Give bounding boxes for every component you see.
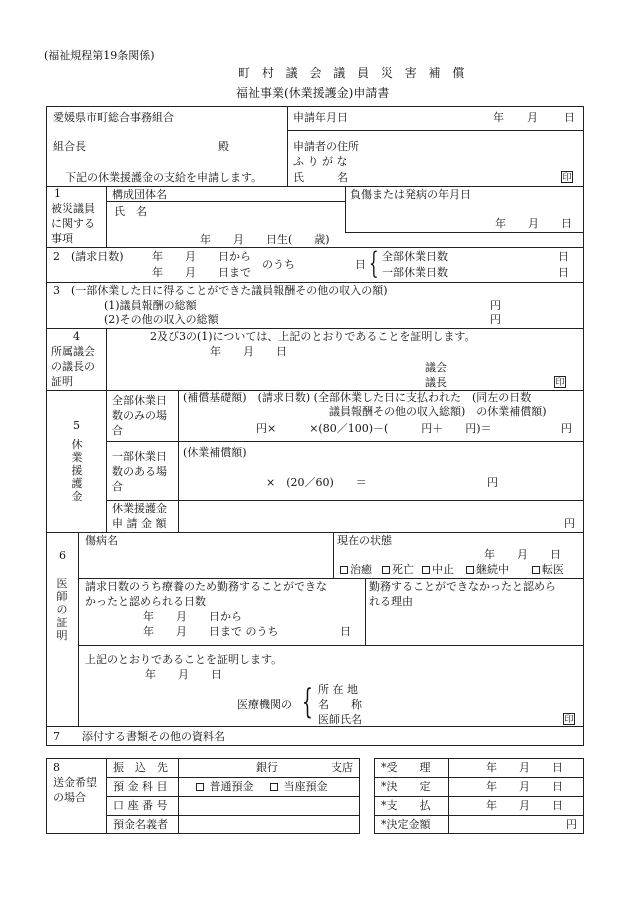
account-holder-label: 預金名義者 [113, 818, 168, 831]
reason-text-2: れる理由 [369, 595, 413, 608]
office-receipt-label: *受 理 [381, 761, 431, 774]
row3-yen: 円 [564, 517, 575, 530]
sec1-label-2: に関する [51, 217, 95, 230]
compensation-total: (1)議員報酬の総額 [104, 299, 197, 312]
chair-label: 議長 [425, 376, 447, 389]
branch-label: 支店 [331, 761, 353, 774]
days-text-2: かったと認められる日数 [85, 595, 206, 608]
sec4-label-2: の議長の [51, 360, 95, 373]
applicant-seal: 印 [562, 173, 572, 183]
date-day[interactable]: 日 [564, 111, 575, 124]
office-decision-date[interactable]: 年 月 日 [486, 780, 563, 793]
status-option-transfer[interactable] [532, 564, 564, 576]
checkbox-icon[interactable] [466, 566, 474, 574]
regulation-note: (福祉規程第19条関係) [44, 49, 155, 62]
injury-date-label: 負傷または発病の年月日 [350, 188, 471, 201]
union-head: 組合長 [53, 140, 86, 153]
sec5-no: 5 [73, 419, 80, 432]
sec3-yen-1: 円 [490, 299, 501, 312]
sec1-label-1: 被災議員 [51, 202, 95, 215]
sec4-no: 4 [73, 330, 80, 343]
applicant-name-label: 氏 名 [293, 171, 348, 184]
row1-header-2: 議員報酬その他の収入総額) の休業補償額) [329, 405, 547, 418]
request-text: 下記の休業援護金の支給を申請します。 [65, 171, 263, 184]
row2-label-1: 一部休業日 [112, 450, 167, 463]
claim-uchi: のうち [262, 258, 295, 271]
org-name-label: 構成団体名 [112, 188, 167, 201]
row1-label-3: 合 [112, 424, 123, 437]
sec1-no: 1 [54, 187, 61, 200]
sec3-yen-2: 円 [490, 313, 501, 326]
status-option-text: 継続中 [476, 563, 509, 576]
union-name: 愛媛県市町総合事務組合 [53, 111, 174, 124]
status-label: 現在の状態 [337, 534, 392, 547]
status-option-cured[interactable] [340, 564, 372, 576]
form-title: 町 村 議 会 議 員 災 害 補 償 [238, 66, 469, 80]
status-option-text: 死亡 [392, 563, 414, 576]
disease-label: 傷病名 [85, 534, 118, 547]
date-year[interactable]: 年 [493, 111, 504, 124]
current-deposit-text: 当座預金 [283, 780, 328, 793]
chair-cert-text: 2及び3の(1)については、上記のとおりであることを証明します。 [150, 330, 476, 343]
other-income-total: (2)その他の収入の総額 [104, 313, 219, 326]
bank-label: 銀行 [256, 761, 278, 774]
sec2-label: 2 (請求日数) [53, 250, 124, 263]
doctor-cert-text: 上記のとおりであることを証明します。 [85, 653, 283, 666]
member-name-label: 氏 名 [114, 205, 147, 218]
sec6-brace: { [302, 682, 313, 722]
doctor-seal: 印 [564, 715, 574, 725]
sec8-no: 8 [53, 761, 60, 774]
checkbox-icon[interactable] [340, 566, 348, 574]
status-option-continuing[interactable] [466, 564, 509, 576]
row3-label-2: 申 請 金 額 [112, 517, 167, 530]
sec3-label: 3 (一部休業した日に得ることができた議員報酬その他の収入の額) [53, 284, 388, 297]
sec7-label: 7 添付する書類その他の資料名 [53, 730, 225, 743]
row2-formula: × (20／60) ＝ [266, 476, 367, 489]
row3-label-1: 休業援護金 [112, 502, 167, 515]
current-deposit-option[interactable] [270, 781, 328, 793]
status-option-text: 転医 [542, 563, 564, 576]
injury-date[interactable]: 年 月 日 [495, 217, 572, 230]
doctor-cert-date[interactable]: 年 月 日 [145, 668, 222, 681]
treat-days-unit: 日 [340, 625, 351, 638]
full-days-label: 全部休業日数 [382, 250, 448, 263]
row2-label-3: 合 [112, 480, 123, 493]
office-receipt-date[interactable]: 年 月 日 [486, 761, 563, 774]
status-option-stopped[interactable] [422, 564, 454, 576]
row1-header-1: (補償基礎額) (請求日数) (全部休業した日に支払われた (同左の日数 [183, 391, 532, 404]
sec6-no: 6 [59, 549, 66, 562]
checkbox-icon[interactable] [532, 566, 540, 574]
sec4-label-3: 証明 [51, 375, 73, 388]
row1-yen: 円 [561, 422, 572, 435]
status-option-died[interactable] [382, 564, 414, 576]
council-label: 議会 [425, 361, 447, 374]
application-date-label: 申請年月日 [293, 111, 348, 124]
sec2-brace: { [369, 246, 379, 281]
form-subtitle: 福祉事業(休業援護金)申請書 [236, 86, 390, 100]
sec4-label-1: 所属議会 [51, 345, 95, 358]
institution-label: 医療機関の [237, 698, 292, 711]
furigana-label: ふ り が な [293, 155, 348, 168]
sec1-label-3: 事項 [51, 232, 73, 245]
office-decision-label: *決 定 [381, 780, 431, 793]
date-month[interactable]: 月 [527, 111, 538, 124]
sec6-vertical-label: 医師の証明 [56, 577, 68, 642]
row2-yen: 円 [487, 476, 498, 489]
inst-name-label: 名 称 [318, 698, 362, 711]
checkbox-icon[interactable] [422, 566, 430, 574]
row1-label-1: 全部休業日 [112, 394, 167, 407]
row2-header: (休業補償額) [183, 446, 247, 459]
treat-from[interactable]: 年 月 日から [143, 610, 242, 623]
transfer-dest-label: 振 込 先 [113, 761, 168, 774]
office-amount-yen: 円 [566, 818, 577, 831]
treat-to[interactable]: 年 月 日まで のうち [143, 625, 279, 638]
claim-to[interactable]: 年 月 日まで [152, 266, 251, 279]
chair-seal: 印 [555, 378, 565, 388]
full-days-unit: 日 [558, 250, 569, 263]
office-payment-date[interactable]: 年 月 日 [486, 799, 563, 812]
ordinary-deposit-option[interactable] [196, 781, 254, 793]
claim-from[interactable]: 年 月 日から [152, 250, 251, 263]
row1-label-2: 数のみの場 [112, 409, 167, 422]
reason-text-1: 勤務することができなかったと認めら [369, 580, 556, 593]
dono: 殿 [218, 140, 229, 153]
row1-formula: 円× ×(80／100)－( 円＋ 円)＝ [256, 422, 492, 435]
chair-cert-date[interactable]: 年 月 日 [210, 345, 287, 358]
checkbox-icon[interactable] [270, 783, 278, 791]
office-amount-label: *決定金額 [381, 818, 431, 831]
inst-address-label: 所 在 地 [318, 683, 358, 696]
partial-days-unit: 日 [558, 266, 569, 279]
account-number-label: 口 座 番 号 [113, 799, 168, 812]
office-payment-label: *支 払 [381, 799, 431, 812]
partial-days-label: 一部休業日数 [382, 266, 448, 279]
status-option-text: 治癒 [350, 563, 372, 576]
sec8-label-1: 送金希望 [53, 776, 97, 789]
checkbox-icon[interactable] [382, 566, 390, 574]
account-type-label: 預 金 科 目 [113, 780, 168, 793]
days-text-1: 請求日数のうち療養のため勤務することができな [85, 580, 327, 593]
status-date[interactable]: 年 月 日 [484, 548, 561, 561]
claim-days: 日 [355, 258, 366, 271]
birth-date[interactable]: 年 月 日生( 歳) [200, 233, 330, 246]
status-option-text: 中止 [432, 563, 454, 576]
applicant-address-label: 申請者の住所 [293, 140, 359, 153]
checkbox-icon[interactable] [196, 783, 204, 791]
row2-label-2: 数のある場 [112, 465, 167, 478]
doctor-name-label: 医師氏名 [318, 713, 362, 726]
sec5-vertical-label: 休業援護金 [71, 438, 83, 503]
sec8-label-2: の場合 [53, 791, 86, 804]
ordinary-deposit-text: 普通預金 [209, 780, 254, 793]
